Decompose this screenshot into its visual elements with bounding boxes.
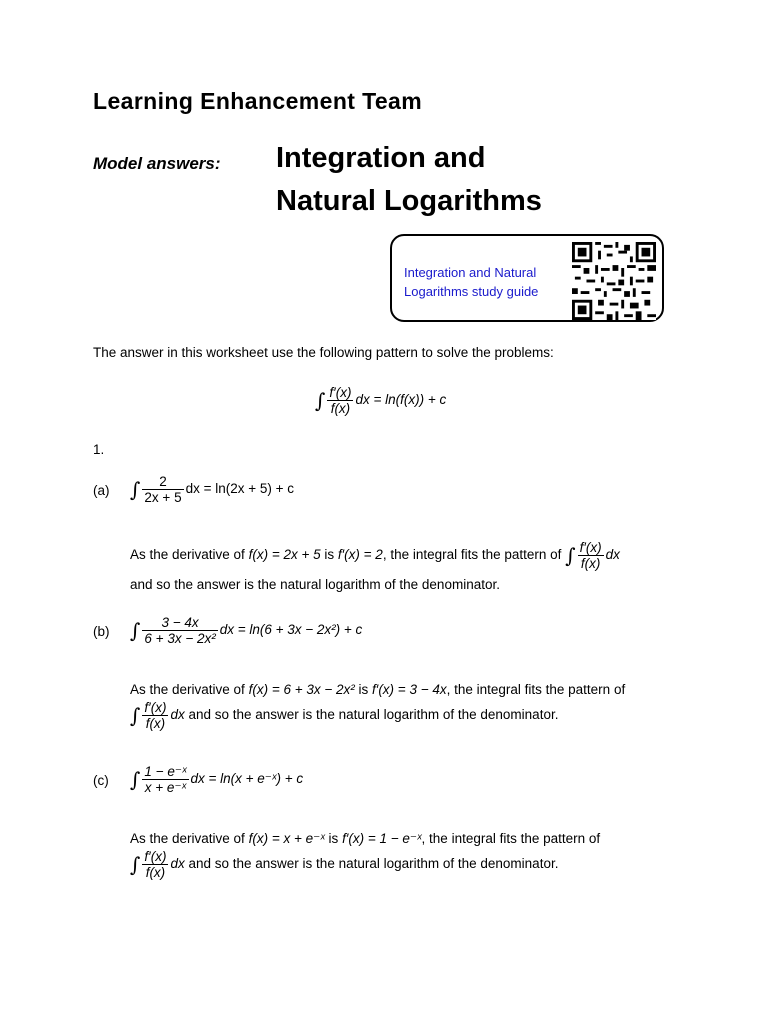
part-c-pattern-dx: dx [170, 856, 185, 872]
part-c-pattern-num: f′(x) [144, 849, 167, 864]
part-a-label: (a) [93, 483, 110, 498]
pattern-denominator: f(x) [330, 401, 351, 416]
part-c-label: (c) [93, 773, 109, 788]
study-guide-link-line1: Integration and Natural [404, 265, 537, 280]
part-c-fits: , the integral fits the pattern of [421, 831, 601, 846]
part-c-is: is [328, 831, 339, 846]
study-guide-link-line2: Logarithms study guide [404, 284, 539, 299]
part-a-conclusion: and so the answer is the natural logarithm of the denominator. [130, 577, 500, 592]
part-a-explanation [130, 540, 620, 571]
part-c-fx: f(x) = x + e⁻ˣ [248, 831, 325, 846]
part-b-conclusion: and so the answer is the natural logarithm of the denominator. [188, 707, 559, 723]
part-b-fraction [142, 615, 217, 646]
part-a-pattern-dx: dx [605, 547, 620, 563]
part-b-fx: f(x) = 6 + 3x − 2x² [248, 682, 355, 697]
part-c-denominator: x + e⁻ˣ [144, 780, 187, 795]
question-number: 1. [93, 442, 105, 457]
pattern-fraction [327, 385, 353, 416]
integral-sign: ∫ [130, 703, 141, 728]
part-c-pattern-den: f(x) [145, 865, 166, 880]
part-b-numerator: 3 − 4x [142, 615, 217, 631]
part-a-pattern-fraction [578, 540, 604, 571]
part-a-rest: dx = ln(2x + 5) + c [185, 481, 295, 497]
part-a-fx: f(x) = 2x + 5 [248, 547, 321, 563]
part-c-conclusion-line [130, 849, 558, 880]
part-a-is: is [324, 547, 335, 563]
pattern-numerator: f′(x) [329, 385, 352, 400]
topic-title-line1: Integration and [276, 142, 486, 174]
part-b-formula [130, 615, 362, 646]
part-a-pattern-num: f′(x) [579, 540, 602, 555]
part-b-is: is [358, 682, 369, 697]
part-c-formula [130, 764, 303, 795]
integral-sign: ∫ [130, 477, 141, 502]
part-c-fraction [142, 764, 188, 795]
part-a-fits: , the integral fits the pattern of [382, 547, 562, 563]
part-a-pattern-den: f(x) [580, 556, 601, 571]
pattern-formula [315, 385, 446, 416]
pattern-rest: dx = ln(f(x)) + c [355, 392, 447, 408]
qr-code-icon [572, 242, 656, 320]
part-b-conclusion-line [130, 700, 558, 731]
integral-sign: ∫ [130, 767, 141, 792]
part-b-pattern-dx: dx [170, 707, 185, 723]
part-a-numerator: 2 [142, 474, 183, 490]
integral-sign: ∫ [130, 618, 141, 643]
part-b-pattern-fraction [142, 700, 168, 731]
part-a-expl-prefix: As the derivative of [130, 547, 245, 563]
part-c-conclusion: and so the answer is the natural logarithm of the denominator. [188, 856, 559, 872]
integral-sign: ∫ [130, 852, 141, 877]
integral-sign: ∫ [315, 388, 326, 413]
part-a-formula [130, 474, 294, 505]
part-b-denominator: 6 + 3x − 2x² [144, 631, 216, 646]
part-b-label: (b) [93, 624, 110, 639]
part-b-fits: , the integral fits the pattern of [446, 682, 626, 697]
topic-title-line2: Natural Logarithms [276, 185, 542, 217]
intro-text: The answer in this worksheet use the following pattern to solve the problems: [93, 345, 554, 360]
part-b-pattern-num: f′(x) [144, 700, 167, 715]
part-a-denominator: 2x + 5 [144, 490, 182, 505]
part-c-rest: dx = ln(x + e⁻ˣ) + c [190, 771, 304, 787]
part-a-fraction [142, 474, 183, 505]
study-guide-link[interactable] [404, 263, 538, 301]
integral-sign: ∫ [565, 543, 576, 568]
part-c-pattern-fraction [142, 849, 168, 880]
part-b-pattern-den: f(x) [145, 716, 166, 731]
page-title: Learning Enhancement Team [93, 88, 423, 114]
part-b-explanation [130, 682, 625, 697]
part-b-fpx: f′(x) = 3 − 4x [372, 682, 447, 697]
part-c-numerator: 1 − e⁻ˣ [144, 764, 187, 779]
part-a-fpx: f′(x) = 2 [337, 547, 383, 563]
part-b-rest: dx = ln(6 + 3x − 2x²) + c [219, 622, 363, 638]
part-c-explanation [130, 831, 600, 847]
part-c-expl-prefix: As the derivative of [130, 831, 245, 846]
part-c-fpx: f′(x) = 1 − e⁻ˣ [342, 831, 422, 846]
part-b-expl-prefix: As the derivative of [130, 682, 245, 697]
model-answers-label: Model answers: [93, 154, 221, 173]
